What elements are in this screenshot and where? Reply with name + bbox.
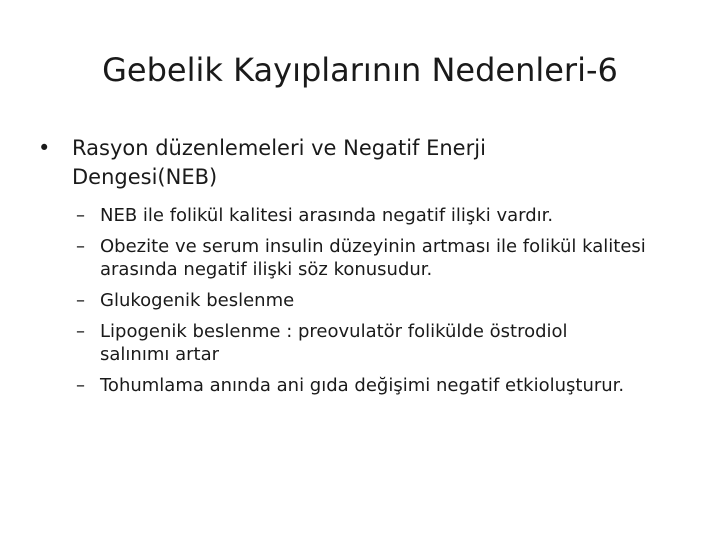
sub-bullet-item [76, 235, 700, 281]
dash-marker: – [76, 236, 85, 257]
sub-bullet-list [76, 204, 706, 405]
sub-bullet-item [76, 320, 640, 366]
sub-bullet-text: Lipogenik beslenme : preovulatör folikülde östrodiol salınımı artar [100, 321, 568, 365]
dash-marker: – [76, 290, 85, 311]
dash-marker: – [76, 205, 85, 226]
bullet-marker: • [38, 136, 51, 160]
dash-marker: – [76, 321, 85, 342]
main-bullet [38, 134, 678, 192]
slide-title: Gebelik Kayıplarının Nedenleri-6 [102, 51, 618, 89]
sub-bullet-item [76, 374, 640, 397]
sub-bullet-text: Glukogenik beslenme [100, 290, 295, 311]
dash-marker: – [76, 375, 85, 396]
main-bullet-text: Rasyon düzenlemeleri ve Negatif Enerji Dengesi(NEB) [72, 136, 486, 189]
sub-bullet-item [76, 289, 706, 312]
sub-bullet-text: NEB ile folikül kalitesi arasında negatif ilişki vardır. [100, 205, 554, 226]
sub-bullet-item [76, 204, 706, 227]
sub-bullet-text: Tohumlama anında ani gıda değişimi negatif etkioluşturur. [100, 375, 625, 396]
sub-bullet-text: Obezite ve serum insulin düzeyinin artması ile folikül kalitesi arasında negatif ilişki söz konusudur. [100, 236, 646, 280]
